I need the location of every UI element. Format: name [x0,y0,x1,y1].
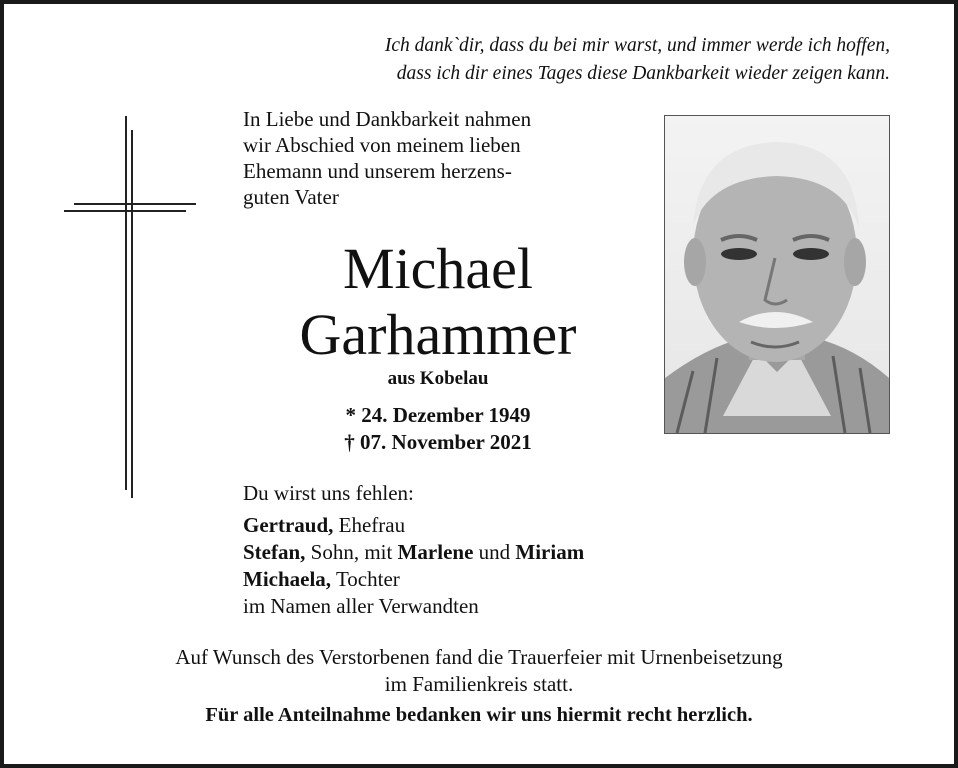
quote-line-2: dass ich dir eines Tages diese Dankbarkeit wieder zeigen kann. [396,63,890,84]
portrait-illustration [665,116,889,433]
quote-line-1: Ich dank`dir, dass du bei mir warst, und immer werde ich hoffen, [384,35,890,56]
funeral-notice [20,644,938,698]
intro-line-2: wir Abschied von meinem lieben [243,133,521,157]
notice-line-1: Auf Wunsch des Verstorbenen fand die Trauerfeier mit Urnenbeisetzung [175,645,783,669]
daughter-name: Michaela, [243,567,332,591]
wife-role: Ehefrau [338,513,406,537]
mourners-heading: Du wirst uns fehlen: [243,481,414,505]
son-role: Sohn, mit [310,540,393,564]
intro-line-3: Ehemann und unserem herzens- [243,159,512,183]
last-name: Garhammer [299,302,577,367]
portrait-photo [664,115,890,434]
intro-line-1: In Liebe und Dankbarkeit nahmen [243,107,532,131]
cross-icon [60,114,200,500]
daughter-role: Tochter [335,567,400,591]
mourner-wife [243,512,584,539]
son-partner: Marlene [397,540,474,564]
mourners-list [243,512,584,620]
notice-line-2: im Familienkreis statt. [384,672,574,696]
mourner-son [243,539,584,566]
birth-date: * 24. Dezember 1949 [345,403,531,427]
intro-text [243,106,531,210]
wife-name: Gertraud, [243,513,334,537]
mourner-relatives: im Namen aller Verwandten [243,594,479,618]
grandchild: Miriam [515,540,585,564]
memorial-quote [385,32,890,88]
first-name: Michael [342,236,534,301]
deceased-name [228,236,648,368]
thanks-line: Für alle Anteilnahme bedanken wir uns hiermit recht herzlich. [205,704,753,726]
death-date: † 07. November 2021 [344,430,532,454]
mourner-daughter [243,566,584,593]
son-name: Stefan, [243,540,306,564]
life-dates [228,402,648,456]
and-word: und [478,540,511,564]
intro-line-4: guten Vater [243,185,339,209]
origin: aus Kobelau [387,368,489,389]
